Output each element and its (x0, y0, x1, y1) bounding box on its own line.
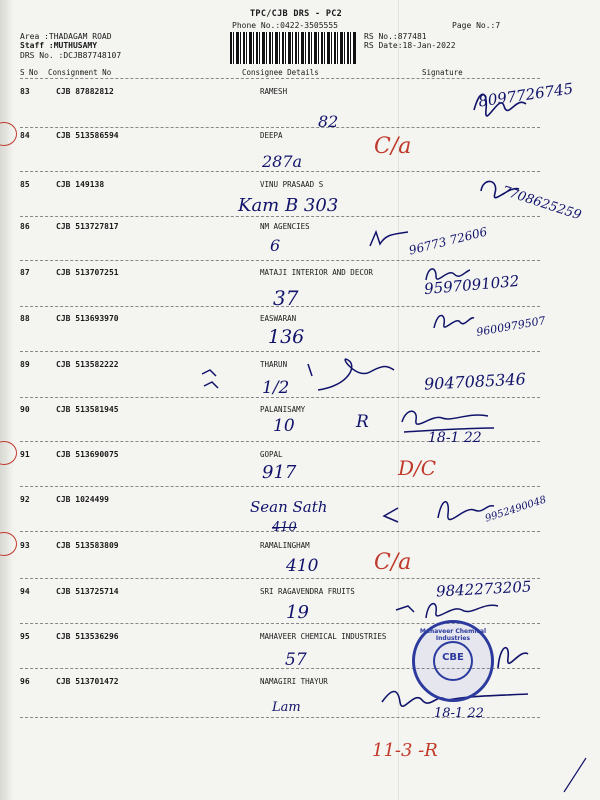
staff-label: Staff : (20, 41, 54, 50)
row-sno: 95 (20, 632, 30, 641)
row-consignee: NM AGENCIES (260, 222, 310, 231)
row-divider (20, 486, 540, 487)
hw-date-96: 18-1 22 (434, 706, 484, 721)
hw-phone-94: 9842273205 (435, 577, 532, 601)
staff-name: MUTHUSAMY (53, 41, 98, 50)
row-sno: 93 (20, 541, 30, 550)
signature-83 (470, 86, 530, 122)
staff-field (20, 41, 97, 50)
row-consignee: SRI RAGAVENDRA FRUITS (260, 587, 355, 596)
hw-phone-83: 8097726745 (477, 79, 575, 111)
hw-footer-note: 11-3 -R (372, 740, 438, 761)
row-sno: 86 (20, 222, 30, 231)
row-consignee: GOPAL (260, 450, 283, 459)
table-row (0, 405, 600, 453)
row-consignment: CJB 513693970 (56, 314, 119, 323)
row-consignment: CJB 513581945 (56, 405, 119, 414)
hw-date-90: 18-1 22 (428, 430, 482, 446)
hw-phone-88: 9600979507 (475, 314, 547, 339)
phone-number: Phone No.:0422-3505555 (232, 21, 338, 30)
area-field: Area :THADAGAM ROAD (20, 32, 112, 41)
hw-note-89: 1/2 (262, 378, 290, 398)
hw-phone-87: 9597091032 (423, 271, 521, 299)
row-consignee: DEEPA (260, 131, 283, 140)
hw-status-93: C/a (374, 550, 412, 575)
hw-phone-92: 9952490048 (483, 494, 548, 525)
row-sno: 84 (20, 131, 30, 140)
hw-name-92: Sean Sath (250, 498, 328, 516)
signature-92 (378, 490, 498, 540)
signature-86 (368, 226, 412, 250)
stamp-ring-text: Mahaveer Chemical Industries (419, 628, 487, 642)
row-consignment: CJB 87882812 (56, 87, 114, 96)
row-sno: 87 (20, 268, 30, 277)
signature-85 (475, 175, 525, 205)
hw-status-84: C/a (374, 134, 412, 159)
signature-87 (422, 262, 472, 286)
hw-note-96: Lam (272, 700, 301, 715)
signature-88 (430, 308, 476, 332)
company-stamp (412, 620, 494, 702)
hw-door-84: 287a (262, 152, 303, 171)
row-sno: 83 (20, 87, 30, 96)
row-consignment: CJB 513725714 (56, 587, 119, 596)
hw-door-92: 410 (272, 520, 297, 535)
row-divider (20, 260, 540, 261)
hw-door-95: 57 (285, 650, 307, 670)
signature-95 (492, 638, 532, 674)
row-sno: 85 (20, 180, 30, 189)
hw-door-94: 19 (286, 602, 309, 623)
row-consignment: CJB 513582222 (56, 360, 119, 369)
col-consignment: Consignment No (48, 68, 112, 77)
barcode (230, 32, 356, 64)
row-sno: 91 (20, 450, 30, 459)
page-number: Page No.:7 (452, 21, 501, 30)
row-consignment: CJB 513583809 (56, 541, 119, 550)
hw-door-87: 37 (273, 286, 299, 310)
signature-89 (198, 356, 398, 400)
sheet-title: TPC/CJB DRS - PC2 (250, 9, 343, 19)
col-consignee: Consignee Details (242, 68, 319, 77)
row-consignee: MAHAVEER CHEMICAL INDUSTRIES (260, 632, 387, 641)
hw-door-88: 136 (268, 326, 305, 348)
hw-door-86: 6 (270, 236, 281, 255)
rs-date: RS Date:18-Jan-2022 (364, 41, 456, 50)
row-consignee: THARUN (260, 360, 288, 369)
row-consignee: PALANISAMY (260, 405, 306, 414)
rs-number: RS No.:877481 (364, 32, 427, 41)
row-sno: 96 (20, 677, 30, 686)
row-consignee: VINU PRASAAD S (260, 180, 324, 189)
hw-mark-90: R (356, 412, 369, 432)
row-sno: 94 (20, 587, 30, 596)
hw-addr-85: Kam B 303 (238, 195, 339, 216)
hw-door-90: 10 (273, 416, 295, 436)
stamp-center-text: CBE (442, 652, 464, 663)
drs-number: DRS No. :DCJB87748107 (20, 51, 122, 60)
hw-phone-85: 7708625259 (499, 183, 584, 224)
row-consignment: CJB 513536296 (56, 632, 119, 641)
header-rule (20, 78, 540, 79)
pen-stroke (560, 756, 590, 796)
table-row (0, 450, 600, 498)
row-divider (20, 127, 540, 128)
row-consignee: RAMALINGHAM (260, 541, 310, 550)
row-divider (20, 578, 540, 579)
row-consignment: CJB 513586594 (56, 131, 119, 140)
hw-door-91: 917 (262, 462, 297, 483)
row-consignee: RAMESH (260, 87, 288, 96)
row-divider (20, 351, 540, 352)
hw-door-93: 410 (286, 556, 319, 576)
hw-phone-86: 96773 72606 (407, 224, 489, 258)
col-sno: S No (20, 68, 39, 77)
row-consignee: NAMAGIRI THAYUR (260, 677, 328, 686)
col-signature: Signature (422, 68, 463, 77)
table-row (0, 222, 600, 270)
row-consignment: CJB 513727817 (56, 222, 119, 231)
row-consignment: CJB 513701472 (56, 677, 119, 686)
row-consignee: MATAJI INTERIOR AND DECOR (260, 268, 373, 277)
hw-door-83: 82 (318, 112, 339, 131)
row-divider (20, 171, 540, 172)
signature-90 (398, 404, 498, 444)
row-consignment: CJB 513690075 (56, 450, 119, 459)
row-sno: 88 (20, 314, 30, 323)
row-sno: 89 (20, 360, 30, 369)
hw-status-91: D/C (398, 456, 437, 480)
row-consignee: EASWARAN (260, 314, 297, 323)
row-divider (20, 216, 540, 217)
row-consignment: CJB 513707251 (56, 268, 119, 277)
row-consignment: CJB 149138 (56, 180, 105, 189)
row-consignment: CJB 1024499 (56, 495, 109, 504)
row-sno: 92 (20, 495, 30, 504)
row-sno: 90 (20, 405, 30, 414)
hw-phone-89: 9047085346 (423, 369, 527, 394)
